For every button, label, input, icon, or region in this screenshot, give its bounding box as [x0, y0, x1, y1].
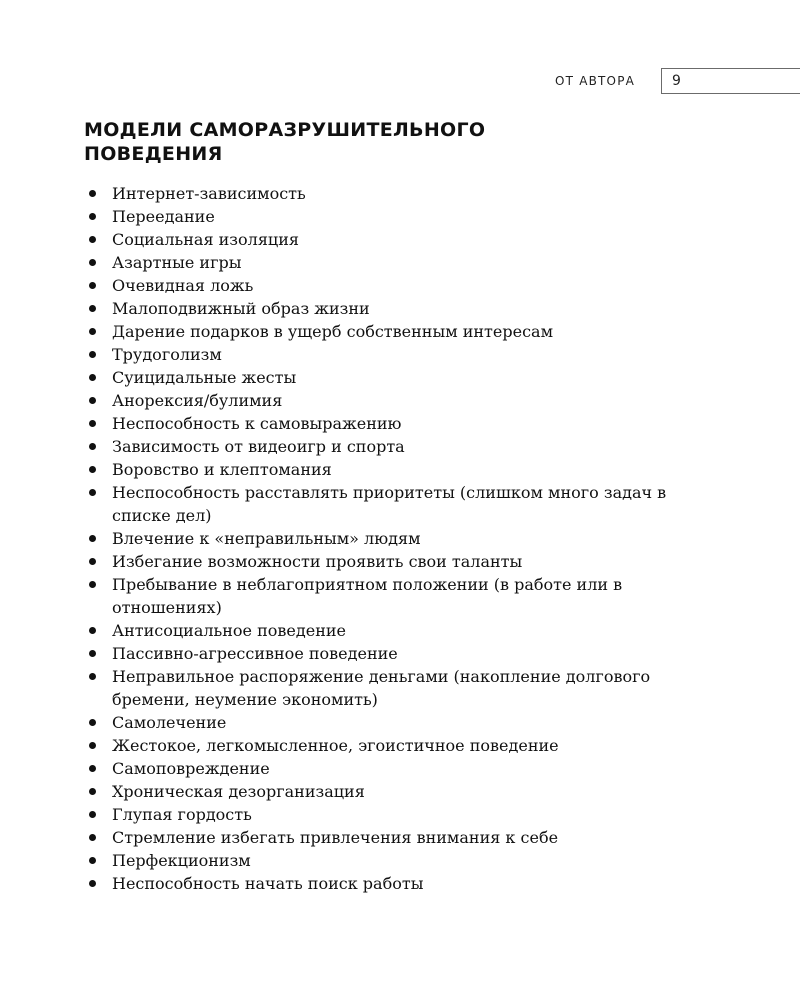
- bullet-icon: [89, 811, 96, 818]
- bullet-icon: [89, 374, 96, 381]
- list-item-text: Трудоголизм: [112, 345, 222, 364]
- bullet-icon: [89, 305, 96, 312]
- bullet-icon: [89, 443, 96, 450]
- list-item-text: Самолечение: [112, 713, 227, 732]
- bullet-icon: [89, 558, 96, 565]
- list-item: [84, 205, 674, 228]
- list-item-text: Пассивно-агрессивное поведение: [112, 644, 398, 663]
- list-item-text: Глупая гордость: [112, 805, 252, 824]
- page-number: 9: [672, 73, 681, 89]
- list-item-text: Воровство и клептомания: [112, 460, 332, 479]
- list-item: [84, 780, 674, 803]
- bullet-icon: [89, 213, 96, 220]
- bullet-icon: [89, 328, 96, 335]
- bullet-icon: [89, 581, 96, 588]
- list-item: [84, 228, 674, 251]
- list-item: [84, 182, 674, 205]
- list-item-text: Зависимость от видеоигр и спорта: [112, 437, 405, 456]
- list-item: [84, 251, 674, 274]
- list-item: [84, 412, 674, 435]
- list-item: [84, 458, 674, 481]
- bullet-icon: [89, 489, 96, 496]
- list-item-text: Избегание возможности проявить свои таланты: [112, 552, 523, 571]
- bullet-icon: [89, 236, 96, 243]
- list-item-text: Перфекционизм: [112, 851, 251, 870]
- list-item: [84, 803, 674, 826]
- list-item-text: Азартные игры: [112, 253, 242, 272]
- bullet-icon: [89, 880, 96, 887]
- list-item: [84, 550, 674, 573]
- list-item: [84, 435, 674, 458]
- bullet-icon: [89, 788, 96, 795]
- running-head-section: ОТ АВТОРА: [555, 74, 636, 88]
- list-item-text: Анорексия/булимия: [112, 391, 283, 410]
- list-item: [84, 389, 674, 412]
- bullet-icon: [89, 259, 96, 266]
- bullet-icon: [89, 834, 96, 841]
- list-item: [84, 849, 674, 872]
- list-item-text: Интернет-зависимость: [112, 184, 306, 203]
- list-item-text: Пребывание в неблагоприятном положении (в работе или в отношениях): [112, 575, 623, 617]
- bullet-icon: [89, 719, 96, 726]
- bullet-icon: [89, 627, 96, 634]
- bullet-icon: [89, 673, 96, 680]
- bullet-icon: [89, 282, 96, 289]
- list-item-text: Неспособность расставлять приоритеты (слишком много задач в списке дел): [112, 483, 667, 525]
- list-item: [84, 320, 674, 343]
- bullet-icon: [89, 857, 96, 864]
- bullet-icon: [89, 420, 96, 427]
- list-item: [84, 665, 674, 711]
- list-item: [84, 642, 674, 665]
- list-item-text: Неправильное распоряжение деньгами (накопление долгового бремени, неумение экономить): [112, 667, 651, 709]
- bullet-icon: [89, 535, 96, 542]
- list-item: [84, 573, 674, 619]
- list-item-text: Переедание: [112, 207, 215, 226]
- bullet-icon: [89, 742, 96, 749]
- list-item-text: Социальная изоляция: [112, 230, 299, 249]
- behavior-list: [84, 182, 674, 895]
- list-item: [84, 274, 674, 297]
- list-item-text: Антисоциальное поведение: [112, 621, 346, 640]
- list-item-text: Очевидная ложь: [112, 276, 254, 295]
- list-item: [84, 366, 674, 389]
- list-item-text: Неспособность начать поиск работы: [112, 874, 424, 893]
- list-item: [84, 826, 674, 849]
- list-item-text: Хроническая дезорганизация: [112, 782, 365, 801]
- list-item-text: Стремление избегать привлечения внимания к себе: [112, 828, 559, 847]
- list-item-text: Самоповреждение: [112, 759, 270, 778]
- bullet-icon: [89, 397, 96, 404]
- bullet-icon: [89, 190, 96, 197]
- running-head: [555, 68, 800, 96]
- list-item-text: Влечение к «неправильным» людям: [112, 529, 421, 548]
- list-item-text: Малоподвижный образ жизни: [112, 299, 370, 318]
- list-item: [84, 297, 674, 320]
- list-item: [84, 711, 674, 734]
- list-item-text: Жестокое, легкомысленное, эгоистичное поведение: [112, 736, 559, 755]
- list-item: [84, 734, 674, 757]
- bullet-icon: [89, 466, 96, 473]
- list-item: [84, 757, 674, 780]
- list-item-text: Дарение подарков в ущерб собственным интересам: [112, 322, 554, 341]
- list-item-text: Неспособность к самовыражению: [112, 414, 402, 433]
- bullet-icon: [89, 351, 96, 358]
- page-number-box: [661, 68, 800, 94]
- list-item: [84, 481, 674, 527]
- list-item: [84, 343, 674, 366]
- bullet-icon: [89, 765, 96, 772]
- bullet-icon: [89, 650, 96, 657]
- list-item: [84, 619, 674, 642]
- list-item: [84, 527, 674, 550]
- page-title: МОДЕЛИ САМОРАЗРУШИТЕЛЬНОГО ПОВЕДЕНИЯ: [84, 119, 486, 165]
- list-item-text: Суицидальные жесты: [112, 368, 297, 387]
- list-item: [84, 872, 674, 895]
